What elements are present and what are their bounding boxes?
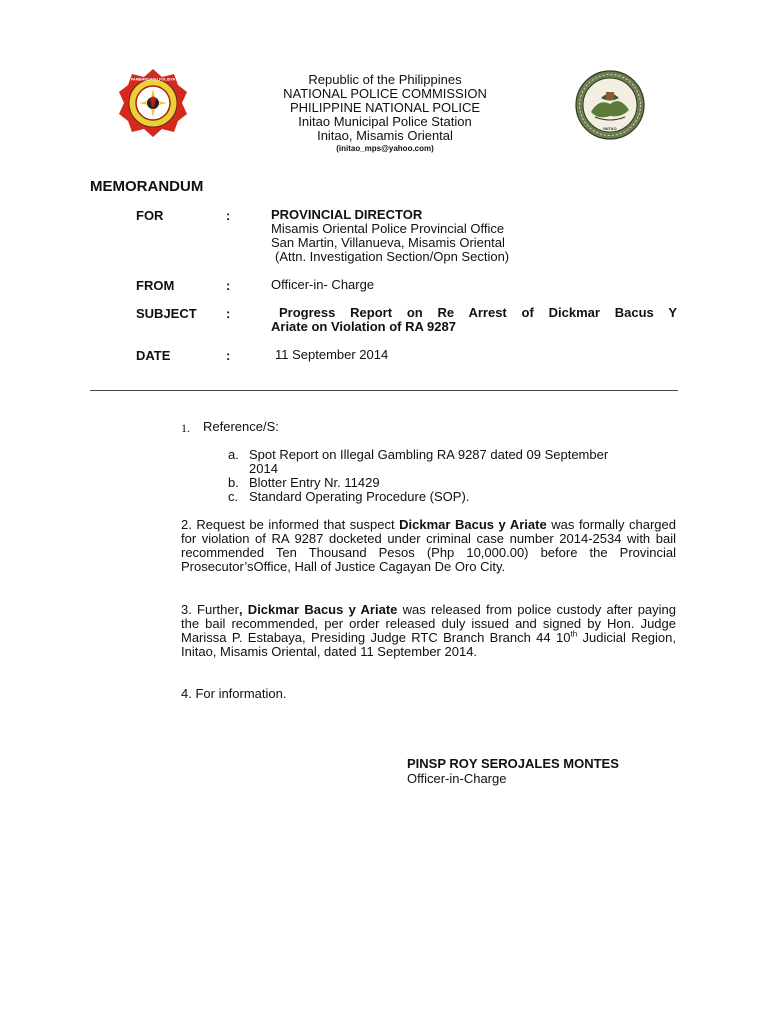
- date-value: 11 September 2014: [275, 347, 389, 362]
- left-seal-text: PAMBANSANG PULISYA: [130, 77, 176, 82]
- reference-c-text: Standard Operating Procedure (SOP).: [249, 489, 470, 504]
- for-recipient-office: Misamis Oriental Police Provincial Office: [271, 221, 505, 236]
- memorandum-title: MEMORANDUM: [90, 178, 204, 195]
- for-label: FOR: [136, 208, 164, 223]
- paragraph-2-rest: was formally charged for violation of RA 9287 docketed under criminal case number 2014-2534 with bail recommended Ten Thousand Pesos (Php 10,000.00) before the Provincial Prosecutor’sOffice, Hall of Justice Cagayan De Oro City.: [181, 517, 676, 574]
- letterhead-email: (initao_mps@yahoo.com): [336, 144, 434, 153]
- paragraph-4: 4. For information.: [181, 686, 287, 701]
- from-value: Officer-in- Charge: [271, 277, 375, 292]
- letterhead-line-4: Initao Municipal Police Station: [298, 114, 472, 129]
- paragraph-3-prefix: 3. Further: [181, 602, 239, 617]
- signatory-title: Officer-in-Charge: [407, 771, 507, 786]
- paragraph-2-prefix: 2. Request be informed that suspect: [181, 517, 400, 532]
- ordinal-suffix: th: [570, 629, 578, 639]
- suspect-name-2: , Dickmar Bacus y Ariate: [238, 602, 398, 617]
- letterhead-line-3: PHILIPPINE NATIONAL POLICE: [290, 100, 480, 115]
- right-seal-text: INITAO: [603, 126, 617, 131]
- paragraph-3-end: Judicial Region, Initao, Misamis Oriental, dated 11 September 2014.: [181, 630, 676, 659]
- reference-c-letter: c.: [228, 489, 239, 504]
- subject-line-1: Progress Report on Re Arrest of Dickmar Bacus Y: [279, 305, 677, 320]
- for-recipient-attention: (Attn. Investigation Section/Opn Section): [275, 249, 510, 264]
- letterhead-line-1: Republic of the Philippines: [308, 72, 462, 87]
- reference-a-line-1: Spot Report on Illegal Gambling RA 9287 dated 09 September: [249, 447, 609, 462]
- signatory-name: PINSP ROY SEROJALES MONTES: [407, 756, 619, 771]
- suspect-name: Dickmar Bacus y Ariate: [399, 517, 547, 532]
- for-recipient-name: PROVINCIAL DIRECTOR: [271, 207, 423, 222]
- reference-heading: Reference/S:: [203, 419, 279, 434]
- from-label: FROM: [136, 278, 175, 293]
- reference-number: 1.: [181, 421, 190, 435]
- date-label: DATE: [136, 348, 171, 363]
- paragraph-2: [181, 518, 676, 574]
- paragraph-3: [181, 603, 676, 659]
- divider-line: [90, 390, 678, 391]
- pnp-seal-logo: [118, 68, 188, 138]
- reference-a-letter: a.: [228, 447, 239, 462]
- from-colon: :: [226, 278, 231, 293]
- for-recipient-address: San Martin, Villanueva, Misamis Oriental: [271, 235, 505, 250]
- reference-b-letter: b.: [228, 475, 239, 490]
- subject-label: SUBJECT: [136, 306, 197, 321]
- letterhead: [240, 73, 530, 155]
- subject-line-2: Ariate on Violation of RA 9287: [271, 319, 456, 334]
- paragraph-3-mid: was released from police custody after paying the bail recommended, per order released duly issued and signed by Hon. Judge Marissa P. Estabaya, Presiding Judge RTC Branch Branch 44 10: [181, 602, 677, 645]
- letterhead-line-5: Initao, Misamis Oriental: [317, 128, 453, 143]
- municipal-seal-logo: [575, 70, 645, 140]
- date-colon: :: [226, 348, 231, 363]
- reference-a-line-2: 2014: [249, 461, 278, 476]
- letterhead-line-2: NATIONAL POLICE COMMISSION: [283, 86, 487, 101]
- reference-b-text: Blotter Entry Nr. 11429: [249, 475, 380, 490]
- subject-colon: :: [226, 306, 231, 321]
- for-colon: :: [226, 208, 231, 223]
